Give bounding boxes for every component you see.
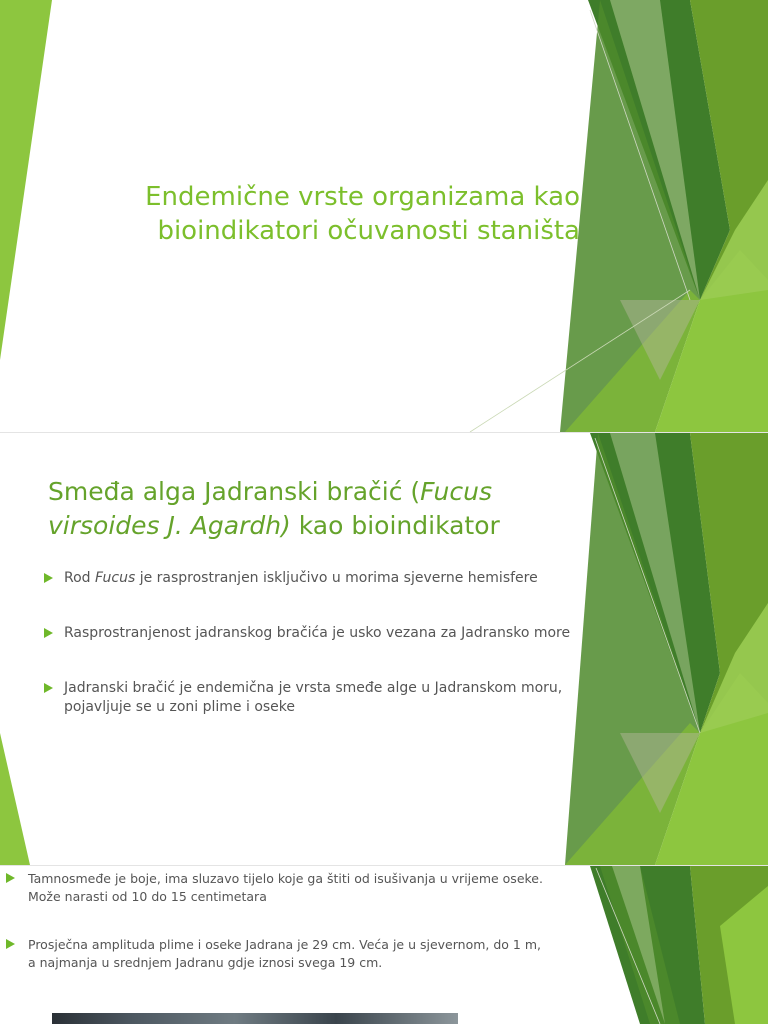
- title-line-1: Endemične vrste organizama kao: [145, 182, 580, 212]
- bullet-item: [44, 569, 604, 588]
- heading-part-2: kao bioindikator: [290, 511, 500, 540]
- bullet-text-italic: Fucus: [95, 570, 136, 586]
- bullet-text: Tamnosmeđe je boje, ima sluzavo tijelo koje ga štiti od isušivanja u vrijeme oseke. Može narasti od 10 do 15 centimetara: [28, 871, 543, 904]
- slide-fucus: [0, 433, 768, 865]
- bullet-item: [6, 870, 546, 906]
- bullet-arrow-icon: [44, 573, 53, 583]
- bullet-item: [6, 936, 546, 972]
- bullet-arrow-icon: [44, 628, 53, 638]
- bullet-text: Rasprostranjenost jadranskog bračića je usko vezana za Jadransko more: [64, 625, 571, 641]
- bullet-text-pre: Rod: [64, 570, 96, 586]
- title-line-2: bioindikatori očuvanosti staništa: [157, 216, 580, 246]
- bullet-text: Jadranski bračić je endemična je vrsta smeđe alge u Jadranskom moru, pojavljuje se u zoni plime i oseke: [64, 680, 563, 715]
- slide-fucus-details: [0, 866, 768, 1024]
- bullet-text: Prosječna amplituda plime i oseke Jadrana je 29 cm. Veća je u sjevernom, do 1 m, a najmanja u srednjem Jadranu gdje iznosi svega 19 cm.: [28, 937, 541, 970]
- slide-heading: [48, 475, 568, 543]
- bullet-item: [44, 679, 604, 717]
- slide-title: [0, 0, 768, 432]
- bullet-arrow-icon: [6, 873, 15, 883]
- bullet-item: [44, 624, 604, 643]
- bullet-text-post: je rasprostranjen isključivo u morima sjeverne hemisfere: [135, 570, 538, 586]
- bullet-arrow-icon: [44, 683, 53, 693]
- bullet-arrow-icon: [6, 939, 15, 949]
- algae-photo: [52, 1013, 458, 1024]
- bullet-list: [44, 569, 604, 753]
- heading-species-italic: Fucus virsoides J. Agardh): [48, 477, 492, 540]
- heading-part-1: Smeđa alga Jadranski bračić (: [48, 477, 421, 506]
- bullet-list: [6, 870, 546, 1002]
- slide-title-text: [110, 180, 580, 248]
